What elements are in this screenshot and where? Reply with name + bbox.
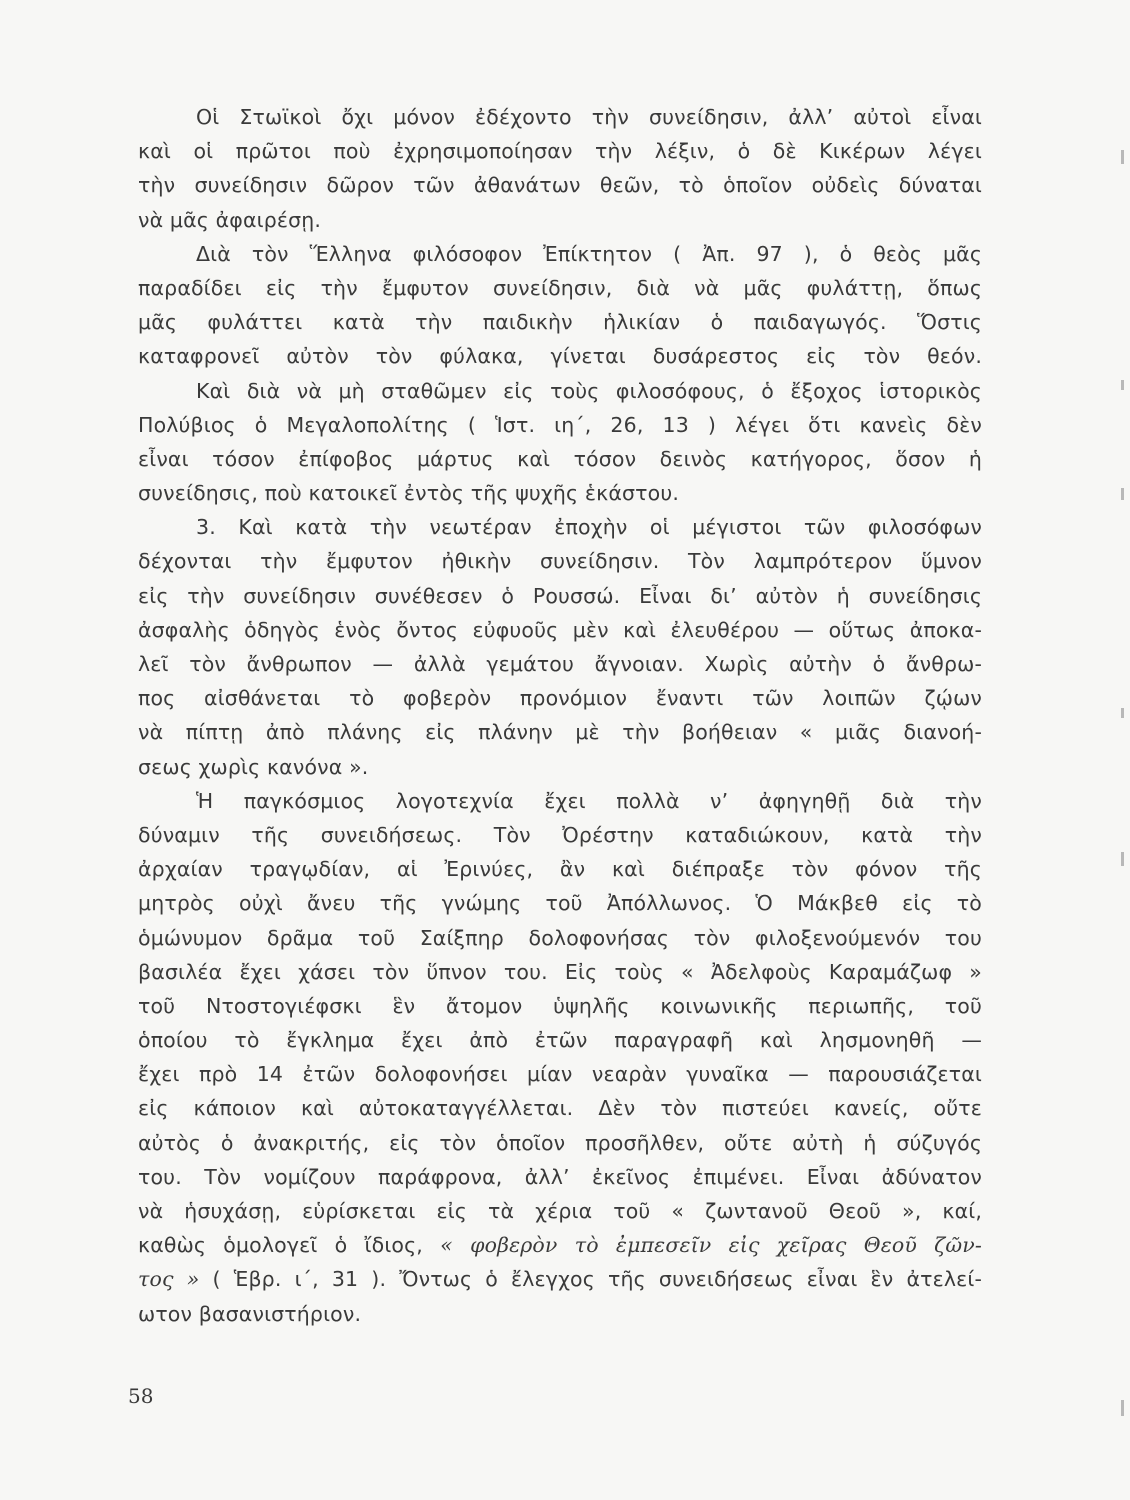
scan-edge-mark: [1121, 150, 1124, 164]
text-line: δέχονται τὴν ἔμφυτον ἠθικὴν συνείδησιν. Τὸν λαμπρότερον ὕμνον: [138, 549, 982, 574]
scripture-quote-end: τος »: [138, 1267, 200, 1292]
text-line: ωτον βασανιστήριον.: [138, 1301, 362, 1326]
scripture-quote: « φοβερὸν τὸ ἐμπεσεῖν εἰς χεῖρας Θεοῦ ζῶν-: [440, 1233, 982, 1258]
text-line: καταφρονεῖ αὐτὸν τὸν φύλακα, γίνεται δυσάρεστος εἰς τὸν θεόν.: [138, 344, 982, 369]
text-line: καὶ οἱ πρῶτοι ποὺ ἐχρησιμοποίησαν τὴν λέξιν, ὁ δὲ Κικέρων λέγει: [138, 139, 982, 164]
text-line: ἀρχαίαν τραγῳδίαν, αἱ Ἐρινύες, ἂν καὶ διέπραξε τὸν φόνον τῆς: [138, 857, 982, 882]
text-segment: καθὼς ὁμολογεῖ ὁ ἴδιος,: [138, 1233, 441, 1258]
scan-edge-mark: [1121, 1400, 1124, 1416]
text-line: πος αἰσθάνεται τὸ φοβερὸν προνόμιον ἔναντι τῶν λοιπῶν ζῴων: [138, 686, 982, 711]
scan-edge-mark: [1121, 380, 1124, 390]
text-line: μᾶς φυλάττει κατὰ τὴν παιδικὴν ἡλικίαν ὁ παιδαγωγός. Ὅστις: [138, 310, 982, 335]
text-line: Ἡ παγκόσμιος λογοτεχνία ἔχει πολλὰ ν’ ἀφηγηθῇ διὰ τὴν: [196, 788, 982, 813]
text-line: ἀσφαλὴς ὁδηγὸς ἑνὸς ὄντος εὐφυοῦς μὲν καὶ ἐλευθέρου — οὕτως ἀποκα-: [138, 617, 982, 642]
text-line: αὐτὸς ὁ ἀνακριτής, εἰς τὸν ὁποῖον προσῆλθεν, οὔτε αὐτὴ ἡ σύζυγός: [138, 1130, 982, 1155]
text-line: λεῖ τὸν ἄνθρωπον — ἀλλὰ γεμάτου ἄγνοιαν. Χωρὶς αὐτὴν ὁ ἄνθρω-: [138, 652, 982, 676]
text-line: συνείδησις, ποὺ κατοικεῖ ἐντὸς τῆς ψυχῆς ἑκάστου.: [138, 481, 680, 506]
scan-edge-mark: [1121, 852, 1124, 866]
text-line: 3. Καὶ κατὰ τὴν νεωτέραν ἐποχὴν οἱ μέγιστοι τῶν φιλοσόφων: [196, 515, 982, 540]
scan-edge-mark: [1121, 488, 1124, 500]
text-line: τὴν συνείδησιν δῶρον τῶν ἀθανάτων θεῶν, τὸ ὁποῖον οὐδεὶς δύναται: [138, 173, 982, 198]
text-line: δύναμιν τῆς συνειδήσεως. Τὸν Ὀρέστην καταδιώκουν, κατὰ τὴν: [138, 822, 982, 847]
text-line: του. Τὸν νομίζουν παράφρονα, ἀλλ’ ἐκεῖνος ἐπιμένει. Εἶναι ἀδύνατον: [138, 1164, 982, 1189]
text-line-with-quote: [138, 1262, 982, 1296]
text-line: τοῦ Ντοστογιέφσκι ἓν ἄτομον ὑψηλῆς κοινωνικῆς περιωπῆς, τοῦ: [138, 993, 982, 1018]
text-line: Διὰ τὸν Ἕλληνα φιλόσοφον Ἐπίκτητον ( Ἀπ. 97 ), ὁ θεὸς μᾶς: [196, 241, 982, 266]
text-line: σεως χωρὶς κανόνα ».: [138, 754, 369, 779]
text-line: παραδίδει εἰς τὴν ἔμφυτον συνείδησιν, διὰ νὰ μᾶς φυλάττῃ, ὅπως: [138, 275, 982, 300]
text-line: βασιλέα ἔχει χάσει τὸν ὕπνον του. Εἰς τοὺς « Ἀδελφοὺς Καραμάζωφ »: [138, 959, 982, 984]
text-line: νὰ πίπτῃ ἀπὸ πλάνης εἰς πλάνην μὲ τὴν βοήθειαν « μιᾶς διανοή-: [138, 720, 982, 745]
text-line: ἔχει πρὸ 14 ἐτῶν δολοφονήσει μίαν νεαρὰν γυναῖκα — παρουσιάζεται: [138, 1062, 982, 1087]
scan-edge-mark: [1121, 708, 1124, 718]
text-line: ὁμώνυμον δρᾶμα τοῦ Σαίξπηρ δολοφονήσας τὸν φιλοξενούμενόν του: [138, 925, 982, 950]
text-line: εἶναι τόσον ἐπίφοβος μάρτυς καὶ τόσον δεινὸς κατήγορος, ὅσον ἡ: [138, 446, 982, 471]
page-number: 58: [128, 1384, 154, 1408]
text-line: νὰ μᾶς ἀφαιρέσῃ.: [138, 207, 322, 232]
text-line: Οἱ Στωϊκοὶ ὄχι μόνον ἐδέχοντο τὴν συνείδησιν, ἀλλ’ αὐτοὶ εἶναι: [196, 105, 982, 129]
text-line: νὰ ἡσυχάσῃ, εὑρίσκεται εἰς τὰ χέρια τοῦ « ζωντανοῦ Θεοῦ », καί,: [138, 1199, 982, 1223]
text-line: Καὶ διὰ νὰ μὴ σταθῶμεν εἰς τοὺς φιλοσόφους, ὁ ἔξοχος ἱστορικὸς: [196, 378, 982, 403]
text-line: εἰς τὴν συνείδησιν συνέθεσεν ὁ Ρουσσώ. Εἶναι δι’ αὐτὸν ἡ συνείδησις: [138, 583, 982, 608]
body-text: [138, 100, 982, 1331]
text-line-with-quote: [138, 1228, 982, 1262]
text-segment: ( Ἑβρ. ι΄, 31 ). Ὄντως ὁ ἔλεγχος τῆς συνειδήσεως εἶναι ἓν ἀτελεί-: [199, 1267, 982, 1292]
text-line: εἰς κάποιον καὶ αὐτοκαταγγέλλεται. Δὲν τὸν πιστεύει κανείς, οὔτε: [138, 1096, 982, 1121]
text-line: μητρὸς οὐχὶ ἄνευ τῆς γνώμης τοῦ Ἀπόλλωνος. Ὁ Μάκβεθ εἰς τὸ: [138, 891, 982, 916]
text-line: Πολύβιος ὁ Μεγαλοπολίτης ( Ἱστ. ιη΄, 26, 13 ) λέγει ὅτι κανεὶς δὲν: [138, 412, 982, 437]
text-line: ὁποίου τὸ ἔγκλημα ἔχει ἀπὸ ἐτῶν παραγραφῆ καὶ λησμονηθῆ —: [138, 1028, 982, 1053]
